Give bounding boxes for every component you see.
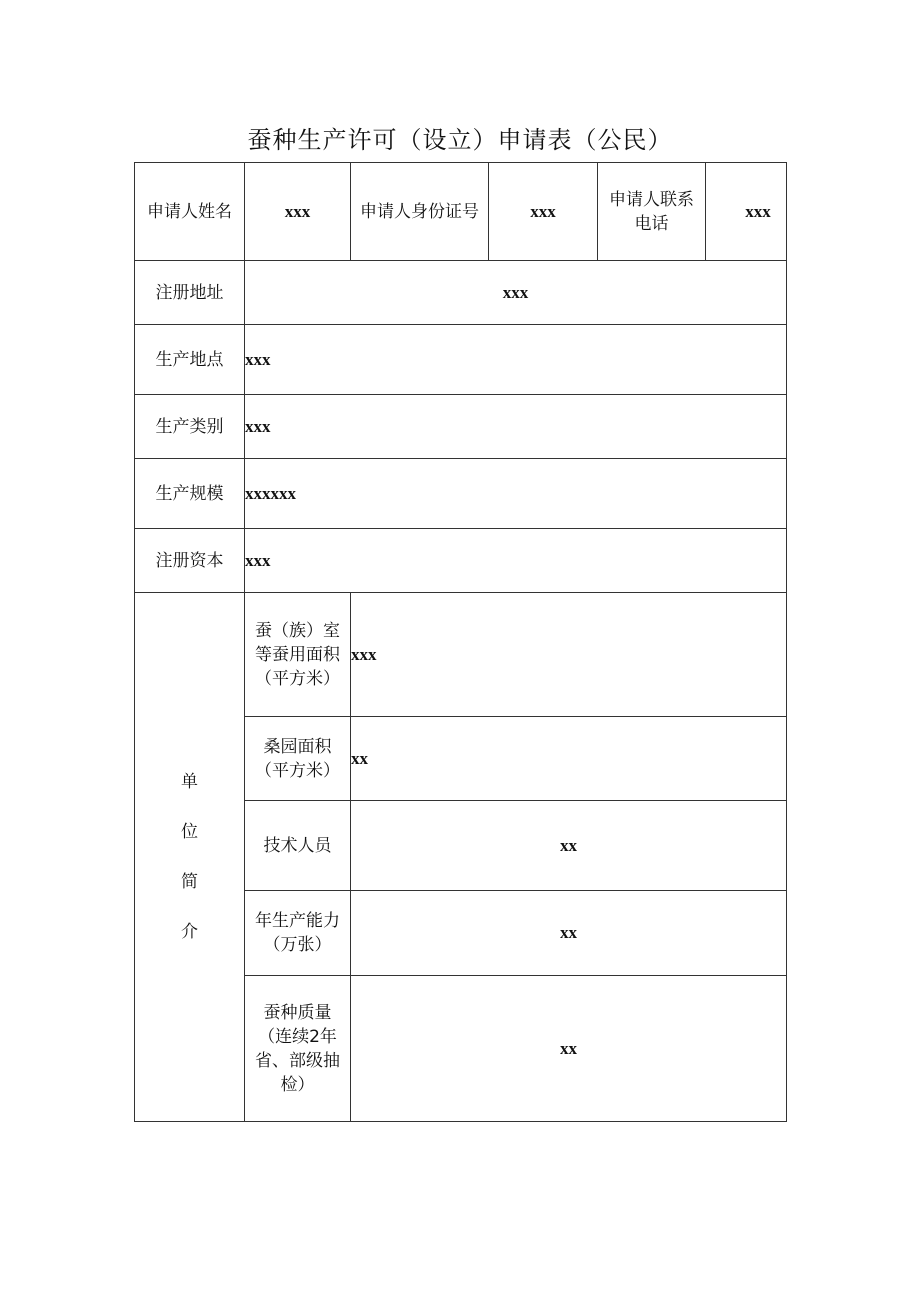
prod-location-label: 生产地点 xyxy=(135,325,245,395)
applicant-phone-label: 申请人联系电话 xyxy=(598,163,706,261)
unit-intro-char-1: 单 xyxy=(181,772,198,792)
room-area-value[interactable]: xxx xyxy=(351,593,787,717)
reg-capital-row xyxy=(135,529,787,593)
quality-label: 蚕种质量（连续2年省、部级抽检） xyxy=(245,976,351,1122)
room-area-label: 蚕（族）室等蚕用面积（平方米） xyxy=(245,593,351,717)
annual-capacity-value[interactable]: xx xyxy=(351,891,787,976)
prod-category-row xyxy=(135,395,787,459)
reg-capital-label: 注册资本 xyxy=(135,529,245,593)
prod-location-value[interactable]: xxx xyxy=(245,325,787,395)
prod-scale-label: 生产规模 xyxy=(135,459,245,529)
prod-location-row xyxy=(135,325,787,395)
unit-intro-char-4: 介 xyxy=(181,922,198,942)
reg-capital-value[interactable]: xxx xyxy=(245,529,787,593)
unit-intro-label xyxy=(135,593,245,1122)
reg-address-label: 注册地址 xyxy=(135,261,245,325)
prod-category-label: 生产类别 xyxy=(135,395,245,459)
prod-category-value[interactable]: xxx xyxy=(245,395,787,459)
applicant-name-label: 申请人姓名 xyxy=(135,163,245,261)
form-title: 蚕种生产许可（设立）申请表（公民） xyxy=(247,126,673,154)
prod-scale-row xyxy=(135,459,787,529)
unit-intro-char-2: 位 xyxy=(181,822,198,842)
reg-address-value[interactable]: xxx xyxy=(245,261,787,325)
tech-staff-label: 技术人员 xyxy=(245,801,351,891)
applicant-id-value[interactable]: xxx xyxy=(489,163,598,261)
mulberry-area-label: 桑园面积（平方米） xyxy=(245,717,351,801)
mulberry-area-value[interactable]: xx xyxy=(351,717,787,801)
annual-capacity-label: 年生产能力（万张） xyxy=(245,891,351,976)
room-area-row xyxy=(135,593,787,717)
applicant-phone-value[interactable]: xxx xyxy=(706,163,787,261)
unit-intro-char-3: 简 xyxy=(181,872,198,892)
applicant-row xyxy=(135,163,787,261)
reg-address-row xyxy=(135,261,787,325)
quality-value[interactable]: xx xyxy=(351,976,787,1122)
prod-scale-value[interactable]: xxxxxx xyxy=(245,459,787,529)
tech-staff-value[interactable]: xx xyxy=(351,801,787,891)
applicant-name-value[interactable]: xxx xyxy=(245,163,351,261)
applicant-id-label: 申请人身份证号 xyxy=(351,163,489,261)
application-form-table xyxy=(134,162,787,1122)
